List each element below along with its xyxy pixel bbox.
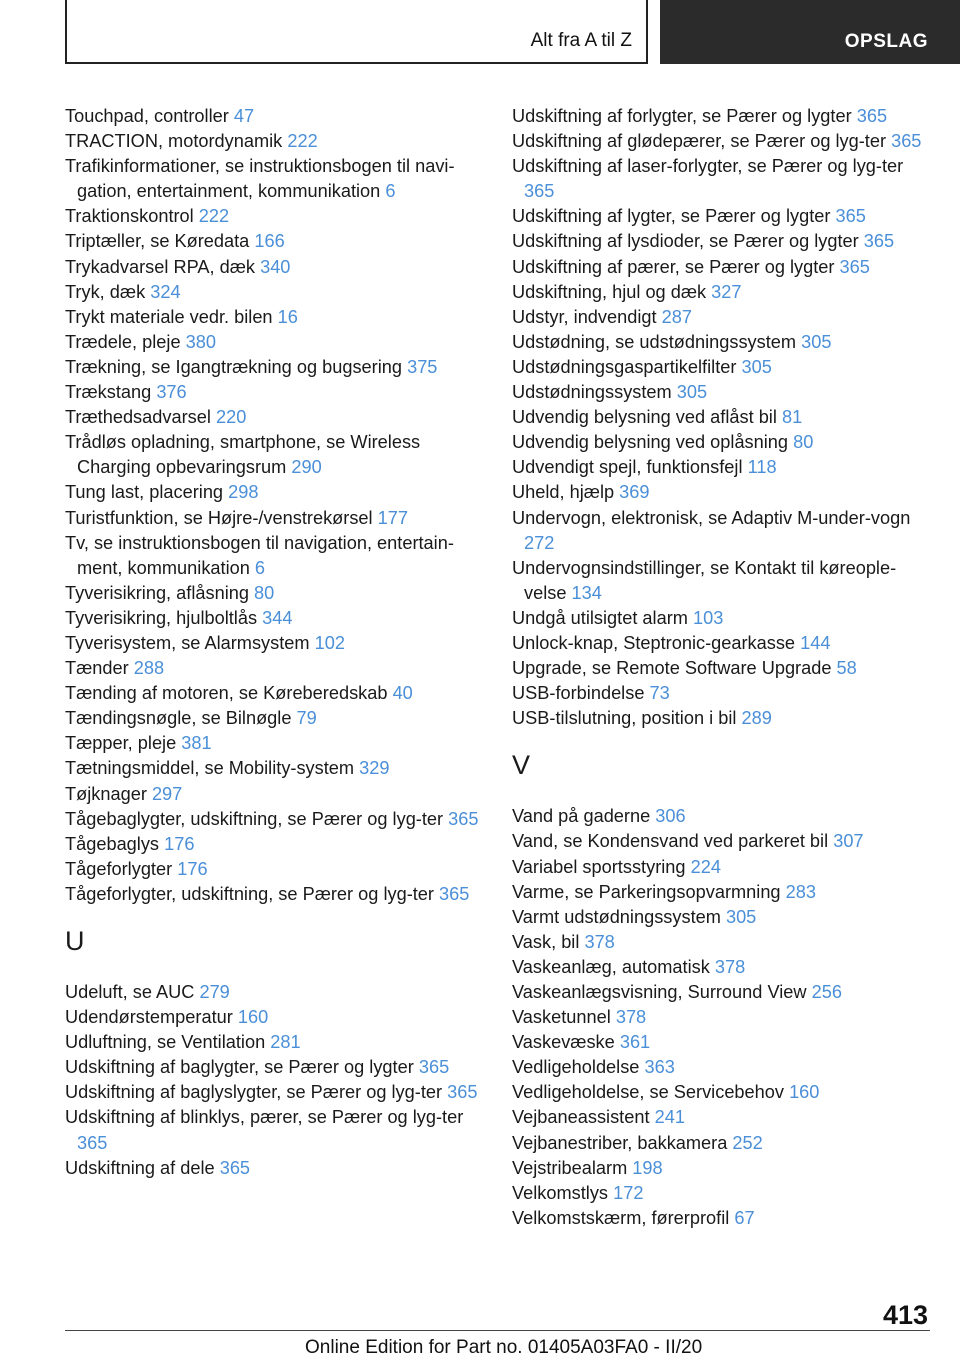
index-entry	[65, 154, 485, 204]
index-entry	[65, 731, 485, 756]
index-page-link[interactable]: 361	[619, 1032, 651, 1053]
index-entry	[65, 832, 485, 857]
index-entry-text: Touchpad, controller	[65, 106, 229, 126]
footer-edition-text: Online Edition for Part no. 01405A03FA0 - II/20	[305, 1337, 703, 1358]
index-page-link[interactable]: 324	[150, 281, 181, 302]
index-entry-text: Trykadvarsel RPA, dæk	[65, 256, 256, 277]
index-entry-text: Udskiftning af lysdioder, se Pærer og lygter	[512, 231, 859, 252]
index-entry-text: Vaskeanlæg, automatisk	[512, 956, 710, 977]
index-page-link[interactable]: 305	[741, 356, 772, 377]
index-entry-text: Tung last, placering	[65, 482, 224, 503]
index-entry	[65, 1005, 485, 1030]
index-page-link[interactable]: 378	[584, 931, 615, 952]
index-page-link[interactable]: 172	[613, 1182, 644, 1203]
index-entry-text: Tændingsnøgle, se Bilnøgle	[65, 708, 292, 729]
index-entry-text: Vedligeholdelse	[512, 1057, 640, 1078]
index-entry-text: Tyverisystem, se Alarmsystem	[65, 632, 310, 653]
index-page-link[interactable]: 365	[77, 1132, 108, 1153]
index-entry-text: Vasketunnel	[512, 1007, 611, 1028]
footer-divider	[65, 1330, 930, 1331]
index-letter-heading: V	[512, 750, 531, 781]
index-entry	[512, 1131, 932, 1156]
index-entry-text: Vask, bil	[512, 931, 580, 952]
index-entry-text: Upgrade, se Remote Software Upgrade	[512, 658, 832, 679]
index-entry	[65, 531, 485, 581]
index-entry-text: Tyverisikring, aflåsning	[65, 582, 249, 603]
index-page-link[interactable]: 290	[291, 457, 322, 478]
index-entry	[512, 455, 932, 480]
index-page-link[interactable]: 256	[811, 982, 842, 1002]
index-entry	[512, 829, 932, 854]
index-entry-text: Vaskeanlægsvisning, Surround View	[512, 982, 807, 1002]
index-entry	[65, 129, 485, 154]
index-entry-text: Vejbanestriber, bakkamera	[512, 1132, 728, 1153]
index-page-link[interactable]: 177	[377, 507, 409, 528]
index-entry-text: Uheld, hjælp	[512, 482, 615, 503]
index-column-left	[65, 104, 485, 1181]
index-entry-text: Varmt udstødningssystem	[512, 906, 721, 927]
index-entry	[512, 305, 932, 330]
index-page-link[interactable]: 380	[185, 331, 217, 352]
index-page-link[interactable]: 67	[734, 1207, 755, 1228]
index-page-link[interactable]: 166	[254, 231, 285, 252]
index-entry	[65, 1105, 485, 1155]
index-entry	[512, 1055, 932, 1080]
index-page-link[interactable]: 81	[781, 407, 803, 428]
index-entry-text: Tænder	[65, 658, 129, 679]
index-entry	[512, 129, 932, 154]
header-title: Alt fra A til Z	[530, 30, 632, 51]
index-entry	[512, 405, 932, 430]
index-entry	[512, 280, 932, 305]
index-page-link[interactable]: 103	[692, 607, 724, 628]
index-page-link[interactable]: 376	[156, 382, 187, 403]
index-entry-text: Turistfunktion, se Højre-/venstrekørsel	[65, 507, 373, 528]
index-entry	[512, 681, 932, 706]
index-page-link[interactable]: 289	[741, 708, 772, 729]
index-page-link[interactable]: 58	[836, 658, 857, 679]
index-entry-text: Udskiftning af baglyslygter, se Pærer og lyg-ter	[65, 1082, 443, 1103]
index-entry	[512, 804, 932, 829]
index-entry-text: Trækstang	[65, 382, 152, 403]
index-page-link[interactable]: 176	[164, 833, 195, 854]
index-entry	[512, 480, 932, 505]
index-entry-text: Vejstribealarm	[512, 1157, 628, 1178]
index-entry-text: Unlock-knap, Steptronic-gearkasse	[512, 632, 796, 653]
index-entry-text: Undgå utilsigtet alarm	[512, 607, 688, 628]
index-page-link[interactable]: 160	[789, 1082, 820, 1103]
index-entry-text: Træthedsadvarsel	[65, 407, 211, 428]
index-page-link[interactable]: 102	[314, 632, 345, 653]
index-entry-text: Udendørstemperatur	[65, 1007, 233, 1028]
index-entry-text: Vand, se Kondensvand ved parkeret bil	[512, 831, 829, 852]
index-entry	[512, 606, 932, 631]
section-tab	[660, 0, 960, 64]
index-page-link[interactable]: 365	[839, 256, 870, 277]
index-entry	[512, 980, 932, 1005]
index-page-link[interactable]: 305	[801, 331, 832, 352]
index-entry-text: Tæpper, pleje	[65, 733, 177, 754]
index-entry-text: Tyverisikring, hjulboltlås	[65, 607, 258, 628]
index-entry	[512, 1030, 932, 1055]
index-entry	[512, 1206, 932, 1231]
index-entry-text: Udvendig belysning ved aflåst bil	[512, 407, 777, 428]
index-entry-text: Udvendig belysning ved oplåsning	[512, 432, 789, 453]
index-page-link[interactable]: 378	[615, 1007, 647, 1028]
index-entry-text: Trykt materiale vedr. bilen	[65, 306, 273, 327]
index-entry-text: Vedligeholdelse, se Servicebehov	[512, 1082, 784, 1103]
index-page-link[interactable]: 378	[714, 956, 746, 977]
index-entry	[65, 104, 485, 129]
index-page-link[interactable]: 252	[732, 1132, 763, 1153]
index-page-link[interactable]: 365	[891, 131, 922, 152]
index-entry-text: Tågebaglygter, udskiftning, se Pærer og lyg-ter	[65, 808, 444, 829]
index-entry	[65, 480, 485, 505]
index-page-link[interactable]: 305	[676, 382, 708, 403]
index-entry	[512, 1105, 932, 1130]
index-entry	[65, 330, 485, 355]
index-entry	[65, 1030, 485, 1055]
index-page-link[interactable]: 220	[215, 407, 247, 428]
index-page-link[interactable]: 6	[254, 557, 266, 578]
index-entry	[512, 1080, 932, 1105]
index-entry-text: Udskiftning af dele	[65, 1157, 215, 1178]
index-entry-text: Tøjknager	[65, 783, 147, 804]
index-page-link[interactable]: 288	[133, 658, 165, 679]
index-page-link[interactable]: 365	[447, 1082, 478, 1103]
index-entry	[65, 305, 485, 330]
index-page-link[interactable]: 365	[418, 1057, 450, 1078]
index-page-link[interactable]: 80	[793, 432, 814, 453]
index-page-link[interactable]: 176	[177, 858, 208, 879]
index-entry	[65, 1156, 485, 1181]
index-page-link[interactable]: 365	[219, 1157, 251, 1178]
index-entry	[512, 855, 932, 880]
index-page-link[interactable]: 279	[199, 982, 230, 1002]
index-entry-text: Traktionskontrol	[65, 206, 194, 227]
index-page-link[interactable]: 365	[448, 808, 479, 829]
index-entry-text: Udluftning, se Ventilation	[65, 1032, 266, 1053]
index-entry	[65, 380, 485, 405]
index-entry	[512, 255, 932, 280]
index-page-link[interactable]: 365	[856, 106, 888, 126]
index-page-link[interactable]: 272	[524, 532, 555, 553]
index-entry	[65, 807, 485, 832]
index-entry	[512, 880, 932, 905]
index-page-link[interactable]: 160	[237, 1007, 269, 1028]
index-entry-text: Tågebaglys	[65, 833, 160, 854]
index-page-link[interactable]: 365	[524, 181, 555, 202]
index-entry	[512, 1181, 932, 1206]
index-entry	[512, 955, 932, 980]
index-page-link[interactable]: 365	[835, 206, 866, 227]
index-entry	[512, 204, 932, 229]
index-page-link[interactable]: 47	[233, 106, 255, 126]
index-letter-heading: U	[65, 926, 85, 956]
index-entry	[65, 581, 485, 606]
index-entry	[512, 104, 932, 129]
index-page-link[interactable]: 134	[571, 582, 602, 603]
index-entry	[512, 905, 932, 930]
index-entry	[65, 280, 485, 305]
index-entry-text: Udskiftning af glødepærer, se Pærer og lyg-ter	[512, 131, 887, 152]
index-page-link[interactable]: 198	[632, 1157, 663, 1178]
index-entry-text: Vaskevæske	[512, 1032, 615, 1053]
index-page-link[interactable]: 363	[644, 1057, 675, 1078]
index-entry-text: Udskiftning, hjul og dæk	[512, 281, 707, 302]
index-entry-text: Udskiftning af pærer, se Pærer og lygter	[512, 256, 835, 277]
index-entry	[65, 882, 485, 907]
index-entry-text: USB-forbindelse	[512, 683, 645, 704]
index-page-link[interactable]: 344	[262, 607, 293, 628]
index-entry-text: Trækning, se Igangtrækning og bugsering	[65, 356, 403, 377]
index-entry	[65, 606, 485, 631]
index-entry-text: Udskiftning af blinklys, pærer, se Pærer og lyg-ter	[65, 1107, 464, 1128]
index-entry	[512, 930, 932, 955]
index-entry	[65, 229, 485, 254]
index-entry	[65, 980, 485, 1005]
index-entry	[65, 204, 485, 229]
index-page-link[interactable]: 118	[747, 457, 777, 478]
index-entry-text: Udvendigt spejl, funktionsfejl	[512, 457, 743, 478]
index-entry-text: Udskiftning af baglygter, se Pærer og lygter	[65, 1057, 414, 1078]
index-page-link[interactable]: 16	[277, 306, 298, 327]
index-entry	[512, 330, 932, 355]
index-entry-text: Velkomstlys	[512, 1182, 609, 1203]
index-entry	[65, 405, 485, 430]
index-entry-text: Vand på gaderne	[512, 806, 651, 827]
index-page-link[interactable]: 241	[654, 1107, 685, 1128]
index-entry	[512, 706, 932, 731]
page-number: 413	[882, 1300, 928, 1330]
index-entry-text: USB-tilslutning, position i bil	[512, 708, 737, 729]
index-entry-text: Tågeforlygter	[65, 858, 173, 879]
index-page-link[interactable]: 305	[725, 906, 757, 927]
index-entry	[512, 631, 932, 656]
index-entry-text: Trafikinformationer, se instruktionsbogen til navi-gation, entertainment, kommunikation	[65, 156, 455, 202]
index-page-link[interactable]: 79	[296, 708, 317, 729]
index-entry-text: Udstødning, se udstødningssystem	[512, 331, 797, 352]
index-entry	[65, 255, 485, 280]
index-column-right	[512, 104, 932, 1231]
index-entry-text: Undervognsindstillinger, se Kontakt til køreople-velse	[512, 557, 897, 603]
index-page-link[interactable]: 327	[711, 281, 742, 302]
index-entry	[65, 1055, 485, 1080]
index-entry-text: Tv, se instruktionsbogen til navigation, entertain-ment, kommunikation	[65, 532, 454, 578]
index-page-link[interactable]: 297	[151, 783, 183, 804]
index-entry-text: Triptæller, se Køredata	[65, 231, 250, 252]
index-entry	[65, 857, 485, 882]
index-page-link[interactable]: 40	[392, 683, 413, 704]
index-entry-text: Undervogn, elektronisk, se Adaptiv M-under-vogn	[512, 507, 911, 528]
index-entry	[65, 506, 485, 531]
index-entry-text: Tryk, dæk	[65, 281, 146, 302]
index-page-link[interactable]: 224	[690, 856, 721, 877]
index-entry-text: TRACTION, motordynamik	[65, 131, 283, 152]
index-entry-text: Udstødningsgaspartikelfilter	[512, 356, 737, 377]
index-page-link[interactable]: 80	[254, 582, 275, 603]
index-page-link[interactable]: 222	[287, 131, 318, 152]
index-page-link[interactable]: 381	[181, 733, 212, 754]
index-entry	[512, 430, 932, 455]
index-entry	[65, 706, 485, 731]
index-page-link[interactable]: 283	[785, 881, 816, 902]
index-entry-text: Udskiftning af lygter, se Pærer og lygter	[512, 206, 831, 227]
index-page-link[interactable]: 73	[649, 683, 670, 704]
index-page-link[interactable]: 340	[260, 256, 291, 277]
header-title-box	[65, 0, 648, 64]
section-tab-label: OPSLAG	[844, 31, 928, 52]
index-entry-text: Udstyr, indvendigt	[512, 306, 657, 327]
index-entry-text: Udstødningssystem	[512, 382, 672, 403]
index-page-link[interactable]: 329	[359, 758, 390, 779]
index-entry-text: Udskiftning af laser-forlygter, se Pærer og lyg-ter	[512, 156, 904, 177]
index-entry	[65, 756, 485, 781]
index-entry	[512, 380, 932, 405]
index-entry	[65, 355, 485, 380]
index-entry-text: Trædele, pleje	[65, 331, 181, 352]
index-entry	[512, 656, 932, 681]
index-entry	[512, 556, 932, 606]
index-entry-text: Varme, se Parkeringsopvarmning	[512, 881, 781, 902]
index-entry-text: Vejbaneassistent	[512, 1107, 650, 1128]
index-entry	[512, 154, 932, 204]
index-page-link[interactable]: 365	[863, 231, 895, 252]
index-entry-text: Tågeforlygter, udskiftning, se Pærer og lyg-ter	[65, 883, 434, 904]
index-entry	[65, 430, 485, 480]
index-page-link[interactable]: 369	[619, 482, 650, 503]
index-entry	[65, 631, 485, 656]
index-entry-text: Udskiftning af forlygter, se Pærer og lygter	[512, 106, 852, 126]
index-page-link[interactable]: 281	[270, 1032, 301, 1053]
index-entry-text: Trådløs opladning, smartphone, se Wireless Charging opbevaringsrum	[65, 432, 421, 478]
index-page-link[interactable]: 307	[833, 831, 864, 852]
index-page-link[interactable]: 375	[407, 356, 438, 377]
index-entry	[512, 1156, 932, 1181]
index-entry-text: Tætningsmiddel, se Mobility-system	[65, 758, 355, 779]
index-entry-text: Velkomstskærm, førerprofil	[512, 1207, 730, 1228]
index-page-link[interactable]: 6	[385, 181, 396, 202]
index-entry	[65, 656, 485, 681]
index-entry	[65, 1080, 485, 1105]
index-entry	[65, 782, 485, 807]
index-page-link[interactable]: 222	[198, 206, 230, 227]
index-entry	[512, 229, 932, 254]
index-entry	[512, 1005, 932, 1030]
index-page-link[interactable]: 365	[439, 883, 470, 904]
index-page-link[interactable]: 298	[228, 482, 259, 503]
index-entry	[512, 506, 932, 556]
index-entry	[512, 355, 932, 380]
index-entry-text: Tænding af motoren, se Køreberedskab	[65, 683, 388, 704]
index-entry	[65, 681, 485, 706]
index-page-link[interactable]: 144	[800, 632, 831, 653]
index-page-link[interactable]: 287	[661, 306, 692, 327]
index-entry-text: Variabel sportsstyring	[512, 856, 686, 877]
index-page-link[interactable]: 306	[655, 806, 686, 827]
index-entry-text: Udeluft, se AUC	[65, 982, 195, 1002]
